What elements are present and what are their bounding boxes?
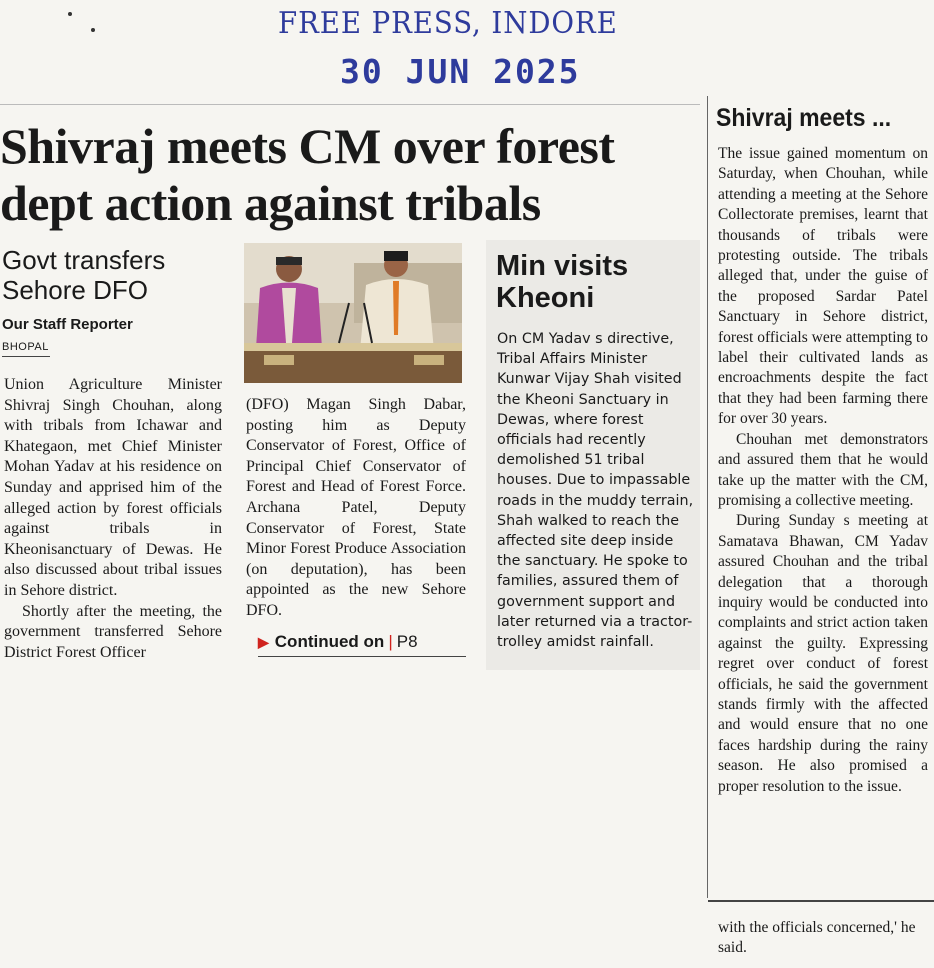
news-photo (244, 243, 462, 383)
continuation-rule (708, 900, 934, 902)
sidebar-headline-line: Min visits (496, 250, 629, 282)
article-paragraph: During Sunday s meeting at Samatava Bhawan, CM Yadav assured Chouhan and the tribal delegation that a thorough inquiry would be conducted into complaints and strict action taken against the guilty. Expressing regret over conduct of forest officials, he said the government stands firmly with the affected and would ensure that no one faces hardship during the rainy season. He also promised a proper resolution to the issue. (718, 512, 928, 795)
article-paragraph: with the officials concerned,' he said. (718, 919, 916, 957)
article-headline (0, 118, 700, 232)
continued-page: P8 (396, 632, 418, 651)
article-column-1 (4, 375, 222, 663)
sidebar-headline (496, 250, 696, 314)
dateline: BHOPAL (2, 341, 49, 353)
subhead-line: Sehore DFO (2, 275, 148, 305)
date-stamp: 30 JUN 2025 (340, 52, 581, 91)
continued-label: Continued on (274, 632, 385, 651)
continuation-column (718, 144, 928, 797)
article-paragraph: Shortly after the meeting, the government transferred Sehore District Forest Officer (4, 602, 222, 661)
continuation-headline: Shivraj meets ... (716, 104, 892, 132)
article-subhead (2, 245, 212, 305)
article-column-2 (246, 395, 466, 622)
continuation-tail (718, 918, 928, 959)
separator-bar: | (388, 632, 393, 651)
sidebar-body: On CM Yadav s directive, Tribal Affairs Minister Kunwar Vijay Shah visited the Kheoni Sanctuary in Dewas, where forest officials had recently demolished 51 tribal houses. Due to impassable roads in the muddy terrain, Shah walked to reach the affected site deep inside the sanctuary. He spoke to families, assured them of government support and later returned via a tractor-trolley amidst rainfall. (497, 331, 694, 651)
headline-line: Shivraj meets CM over forest (0, 118, 615, 174)
continued-on-link[interactable] (258, 632, 418, 652)
column-divider (707, 96, 708, 898)
article-paragraph: (DFO) Magan Singh Dabar, posting him as Deputy Conservator of Forest, Office of Principal Chief Conservator of Forest and Head of Forest Force. Archana Patel, Deputy Conservator of Forest, State Minor Forest Produce Association (on deputation), has been appointed as the new Sehore DFO. (246, 396, 466, 619)
publication-stamp: FREE PRESS, INDORE (278, 6, 618, 41)
speck-mark (68, 12, 72, 16)
byline: Our Staff Reporter (2, 316, 133, 333)
sidebar-headline-line: Kheoni (496, 282, 595, 314)
headline-line: dept action against tribals (0, 175, 541, 231)
photo-illustration (244, 243, 462, 383)
dateline-rule (2, 356, 50, 357)
top-rule (0, 104, 700, 105)
arrow-right-icon: ▶ (258, 634, 269, 650)
subhead-line: Govt transfers (2, 245, 166, 275)
article-paragraph: Chouhan met demonstrators and assured them that he would take up the matter with the CM, promising a collective meeting. (718, 430, 928, 509)
speck-mark (91, 28, 95, 32)
continued-rule (258, 656, 466, 657)
article-paragraph: Union Agriculture Minister Shivraj Singh Chouhan, along with tribals from Ichawar and Khategaon, met Chief Minister Mohan Yadav at his residence on Sunday and apprised him of the alleged action by forest officials against tribals in Kheonisanctuary of Dewas. He also discussed about tribal issues in Sehore district. (4, 376, 222, 599)
article-paragraph: The issue gained momentum on Saturday, when Chouhan, while attending a meeting at the Sehore Collectorate premises, learnt that thousands of tribals were protesting outside. The tribals alleged that, under the guise of the proposed Sardar Patel Sanctuary in Sehore district, forest officials were attempting to label their cultivated lands as encroachments despite the fact that they had been farming there for over 30 years. (718, 145, 928, 428)
